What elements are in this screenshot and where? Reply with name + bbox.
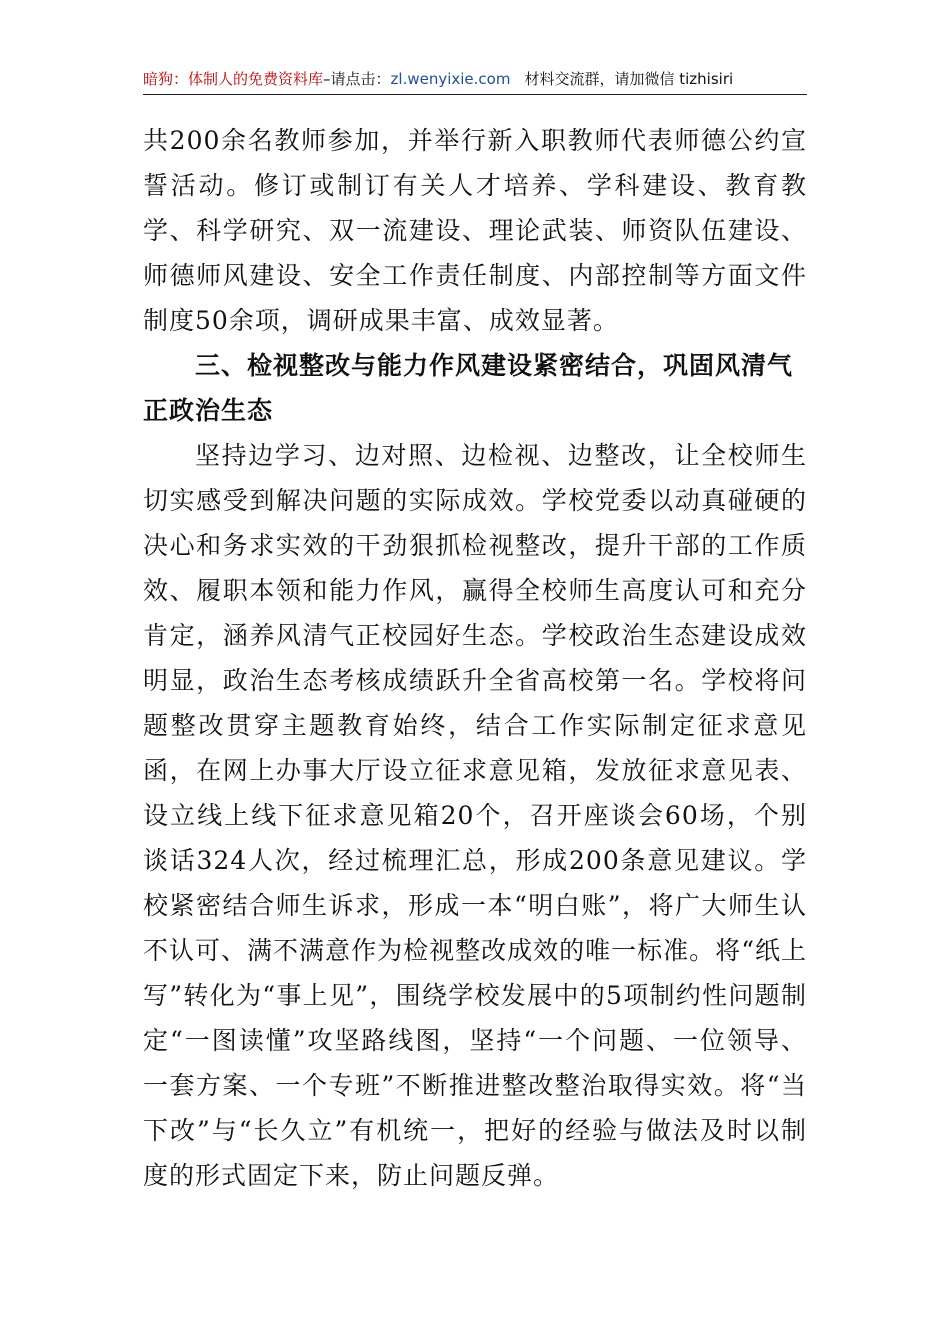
paragraph-rectification: 坚持边学习、边对照、边检视、边整改，让全校师生切实感受到解决问题的实际成效。学校党委以动真碰硬的决心和务求实效的干劲狠抓检视整改，提升干部的工作质效、履职本领和能力作风，赢得全校师生高度认可和充分肯定，涵养风清气正校园好生态。学校政治生态建设成效明显，政治生态考核成绩跃升全省高校第一名。学校将问题整改贯穿主题教育始终，结合工作实际制定征求意见函，在网上办事大厅设立征求意见箱，发放征求意见表、设立线上线下征求意见箱20个，召开座谈会60场，个别谈话324人次，经过梳理汇总，形成200条意见建议。学校紧密结合师生诉求，形成一本“明白账”，将广大师生认不认可、满不满意作为检视整改成效的唯一标准。将“纸上写”转化为“事上见”，围绕学校发展中的5项制约性问题制定“一图读懂”攻坚路线图，坚持“一个问题、一位领导、一套方案、一个专班”不断推进整改整治取得实效。将“当下改”与“长久立”有机统一，把好的经验与做法及时以制度的形式固定下来，防止问题反弹。 [143,441,807,1190]
section-heading-3: 三、检视整改与能力作风建设紧密结合，巩固风清气正政治生态 [143,351,794,425]
paragraph-continued: 共200余名教师参加，并举行新入职教师代表师德公约宣誓活动。修订或制订有关人才培养、学科建设、教育教学、科学研究、双一流建设、理论武装、师资队伍建设、师德师风建设、安全工作责任制度、内部控制等方面文件制度50余项，调研成果丰富、成效显著。 [143,126,807,335]
document-body [143,118,807,1198]
header-site-name: 暗狗：体制人的免费资料库 [143,70,324,88]
page-header [143,64,807,95]
header-link[interactable]: zl.wenyixie.com [390,70,511,88]
header-wechat-note: 材料交流群，请加微信 tizhisiri [524,70,734,88]
header-click-prompt: –请点击： [323,70,391,88]
